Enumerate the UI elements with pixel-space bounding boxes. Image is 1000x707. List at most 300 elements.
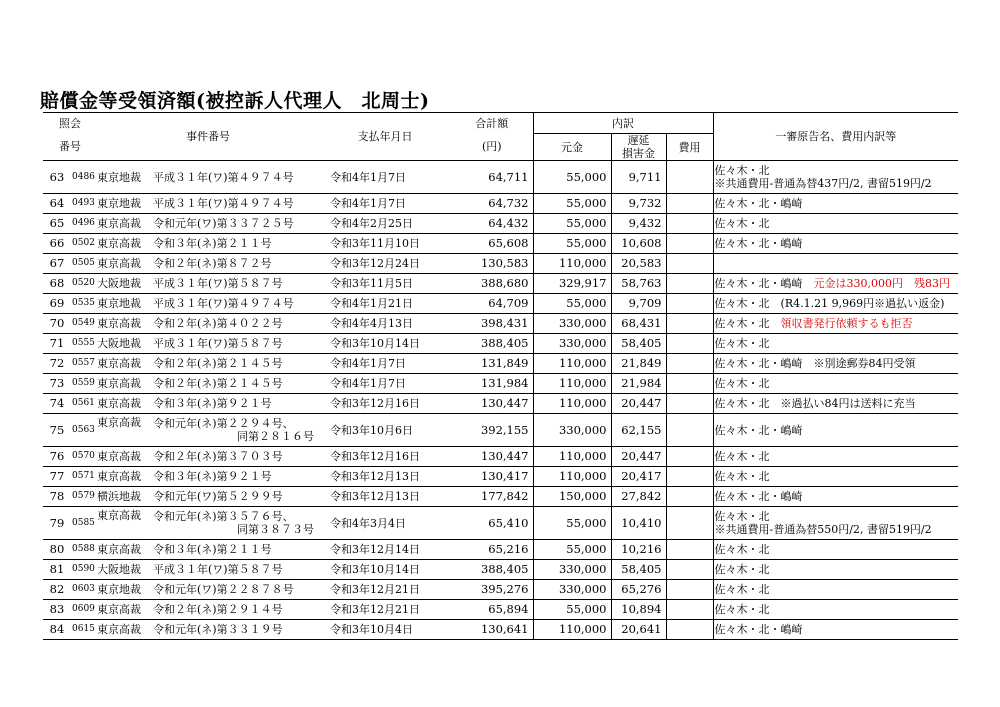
delay-damages: 9,432 [611,214,666,234]
total-amount: 395,276 [451,580,533,600]
reference-number: 0603 [71,580,97,600]
case-number: 令和元年(ネ)第３５７６号、 [153,510,294,523]
header-total-line1: 合計額 [451,113,533,134]
note-cell [713,314,958,334]
case-number: 令和２年(ネ)第３７０３号 [153,450,283,463]
case-number: 令和２年(ネ)第２１４５号 [153,377,283,390]
total-amount: 64,709 [451,294,533,314]
court-name: 東京高裁 [97,257,141,270]
case-cell [153,354,319,374]
court-cell [97,161,153,194]
court-name: 大阪地裁 [97,337,141,350]
table-row [43,314,958,334]
principal-amount: 55,000 [533,161,611,194]
costs-amount [666,214,713,234]
row-number: 80 [43,540,71,560]
total-amount: 130,447 [451,447,533,467]
costs-amount [666,254,713,274]
court-name: 横浜地裁 [97,490,141,503]
table-row [43,214,958,234]
note-cell [713,467,958,487]
reference-number: 0590 [71,560,97,580]
court-cell [97,234,153,254]
payment-date: 令和3年12月14日 [319,540,451,560]
court-cell [97,507,153,540]
reference-number: 0570 [71,447,97,467]
court-cell [97,467,153,487]
payments-table [43,112,958,640]
court-cell [97,194,153,214]
payment-date: 令和3年10月14日 [319,560,451,580]
header-ref-line2: 番号 [43,134,97,161]
header-delay [611,134,666,161]
case-number: 平成３１年(ワ)第５８７号 [153,277,283,290]
court-cell [97,487,153,507]
court-name: 東京高裁 [97,397,141,410]
note-text: 佐々木・北・嶋崎 [714,623,803,636]
delay-damages: 10,410 [611,507,666,540]
table-row [43,394,958,414]
total-amount: 65,410 [451,507,533,540]
row-number: 77 [43,467,71,487]
total-amount: 64,711 [451,161,533,194]
delay-damages: 20,447 [611,394,666,414]
case-number: 令和３年(ネ)第９２１号 [153,470,272,483]
note-text: 佐々木・北 [714,510,770,523]
principal-amount: 110,000 [533,254,611,274]
payment-date: 令和4年1月7日 [319,374,451,394]
note-text: 佐々木・北・嶋崎 [714,237,803,250]
court-name: 東京高裁 [97,217,141,230]
court-cell [97,620,153,640]
note-cell [713,274,958,294]
court-name: 東京地裁 [97,197,141,210]
reference-number: 0571 [71,467,97,487]
total-amount: 130,447 [451,394,533,414]
court-name: 東京地裁 [97,583,141,596]
court-cell [97,294,153,314]
note-text-2: ※共通費用-普通為替437円/2, 書留519円/2 [714,177,932,190]
table-row [43,414,958,447]
reference-number: 0502 [71,234,97,254]
total-amount: 388,405 [451,560,533,580]
case-number: 平成３１年(ワ)第５８７号 [153,337,283,350]
delay-damages: 58,405 [611,334,666,354]
delay-damages: 27,842 [611,487,666,507]
principal-amount: 330,000 [533,314,611,334]
principal-amount: 150,000 [533,487,611,507]
court-cell [97,414,153,447]
case-number: 令和３年(ネ)第２１１号 [153,237,272,250]
principal-amount: 110,000 [533,467,611,487]
delay-damages: 20,641 [611,620,666,640]
case-number: 令和元年(ワ)第３３７２５号 [153,217,294,230]
delay-damages: 58,763 [611,274,666,294]
case-number: 令和元年(ネ)第２２９４号、 [153,417,294,430]
table-row [43,447,958,467]
reference-number: 0493 [71,194,97,214]
table-row [43,194,958,214]
case-cell [153,161,319,194]
row-number: 68 [43,274,71,294]
delay-damages: 10,894 [611,600,666,620]
delay-damages: 10,216 [611,540,666,560]
header-date: 支払年月日 [319,113,451,161]
header-note: 一審原告名、費用内訳等 [713,113,958,161]
note-text: 佐々木・北・嶋崎 [714,197,803,210]
principal-amount: 55,000 [533,194,611,214]
reference-number: 0557 [71,354,97,374]
reference-number: 0505 [71,254,97,274]
case-number: 平成３１年(ワ)第４９７４号 [153,170,294,184]
court-name: 東京高裁 [97,470,141,483]
principal-amount: 329,917 [533,274,611,294]
case-number-2: 同第３８７３号 [237,523,314,536]
costs-amount [666,194,713,214]
row-number: 76 [43,447,71,467]
case-number: 令和３年(ネ)第９２１号 [153,397,272,410]
note-cell [713,354,958,374]
note-cell [713,540,958,560]
case-cell [153,214,319,234]
total-amount: 131,849 [451,354,533,374]
payment-date: 令和3年12月16日 [319,394,451,414]
case-number: 令和２年(ネ)第８７２号 [153,257,272,270]
payment-date: 令和3年10月6日 [319,414,451,447]
note-text: 佐々木・北・嶋崎 [714,423,803,437]
court-cell [97,600,153,620]
payment-date: 令和4年1月7日 [319,161,451,194]
payment-date: 令和3年12月24日 [319,254,451,274]
total-amount: 131,984 [451,374,533,394]
reference-number: 0563 [71,414,97,447]
court-name: 東京高裁 [97,377,141,390]
row-number: 84 [43,620,71,640]
costs-amount [666,334,713,354]
total-amount: 65,608 [451,234,533,254]
note-cell [713,294,958,314]
payment-date: 令和4年1月7日 [319,194,451,214]
note-text: 佐々木・北 [714,164,770,177]
row-number: 65 [43,214,71,234]
row-number: 67 [43,254,71,274]
payment-date: 令和4年2月25日 [319,214,451,234]
principal-amount: 110,000 [533,374,611,394]
delay-damages: 20,583 [611,254,666,274]
note-red-text: 領収書発行依頼するも拒否 [780,317,913,330]
total-amount: 388,680 [451,274,533,294]
court-name: 東京高裁 [97,317,141,330]
case-cell [153,374,319,394]
note-cell [713,620,958,640]
table-row [43,467,958,487]
principal-amount: 55,000 [533,234,611,254]
total-amount: 130,583 [451,254,533,274]
note-cell [713,600,958,620]
costs-amount [666,620,713,640]
table-row [43,274,958,294]
payment-date: 令和3年12月13日 [319,467,451,487]
note-text: 佐々木・北 [714,377,770,390]
case-cell [153,560,319,580]
note-text: 佐々木・北 [714,543,770,556]
case-number: 令和２年(ネ)第４０２２号 [153,317,283,330]
court-name: 東京高裁 [97,416,141,429]
total-amount: 392,155 [451,414,533,447]
payment-date: 令和4年4月13日 [319,314,451,334]
table-row [43,600,958,620]
reference-number: 0555 [71,334,97,354]
row-number: 78 [43,487,71,507]
table-row [43,254,958,274]
total-amount: 388,405 [451,334,533,354]
costs-amount [666,234,713,254]
total-amount: 64,732 [451,194,533,214]
delay-damages: 20,417 [611,467,666,487]
note-text: 佐々木・北 [714,450,770,463]
principal-amount: 110,000 [533,394,611,414]
reference-number: 0520 [71,274,97,294]
court-name: 東京高裁 [97,357,141,370]
principal-amount: 110,000 [533,354,611,374]
reference-number: 0585 [71,507,97,540]
row-number: 66 [43,234,71,254]
row-number: 64 [43,194,71,214]
note-text: 佐々木・北 [714,470,770,483]
table-row [43,234,958,254]
table-row [43,580,958,600]
header-total-line2: (円) [451,134,533,161]
court-cell [97,314,153,334]
case-number: 令和元年(ワ)第２２８７８号 [153,583,294,596]
court-cell [97,540,153,560]
court-name: 東京高裁 [97,603,141,616]
case-number: 令和３年(ネ)第２１１号 [153,543,272,556]
note-cell [713,214,958,234]
header-case: 事件番号 [97,113,319,161]
note-cell [713,194,958,214]
header-delay-line2: 損害金 [622,147,655,160]
note-cell [713,447,958,467]
court-cell [97,254,153,274]
page-title: 賠償金等受領済額(被控訴人代理人 北周士) [40,90,430,112]
note-red-text: 元金は330,000円 残83円 [813,277,951,290]
total-amount: 130,417 [451,467,533,487]
costs-amount [666,161,713,194]
court-name: 東京地裁 [97,170,141,184]
costs-amount [666,354,713,374]
row-number: 81 [43,560,71,580]
row-number: 70 [43,314,71,334]
principal-amount: 330,000 [533,414,611,447]
row-number: 79 [43,507,71,540]
court-name: 東京高裁 [97,623,141,636]
costs-amount [666,414,713,447]
note-cell [713,161,958,194]
principal-amount: 330,000 [533,334,611,354]
costs-amount [666,580,713,600]
note-cell [713,560,958,580]
principal-amount: 55,000 [533,507,611,540]
table-header [43,113,958,161]
case-number: 令和２年(ネ)第２９１４号 [153,603,283,616]
row-number: 74 [43,394,71,414]
table-row [43,507,958,540]
table-row [43,487,958,507]
principal-amount: 110,000 [533,620,611,640]
row-number: 72 [43,354,71,374]
costs-amount [666,294,713,314]
note-text: 佐々木・北 ※過払い84円は送料に充当 [714,397,916,410]
costs-amount [666,447,713,467]
row-number: 82 [43,580,71,600]
court-name: 東京高裁 [97,509,141,522]
note-cell [713,374,958,394]
delay-damages: 58,405 [611,560,666,580]
case-cell [153,274,319,294]
costs-amount [666,274,713,294]
court-cell [97,354,153,374]
table-row [43,374,958,394]
case-cell [153,314,319,334]
case-cell [153,507,319,540]
case-cell [153,447,319,467]
header-ref-line1: 照会 [43,113,97,134]
case-number: 令和元年(ワ)第５２９９号 [153,490,283,503]
table-row [43,161,958,194]
case-cell [153,467,319,487]
principal-amount: 55,000 [533,294,611,314]
delay-damages: 9,732 [611,194,666,214]
principal-amount: 330,000 [533,580,611,600]
case-cell [153,394,319,414]
case-number: 平成３１年(ワ)第５８７号 [153,563,283,576]
total-amount: 64,432 [451,214,533,234]
delay-damages: 9,709 [611,294,666,314]
total-amount: 65,216 [451,540,533,560]
row-number: 69 [43,294,71,314]
costs-amount [666,507,713,540]
case-cell [153,620,319,640]
table-body [43,161,958,640]
row-number: 75 [43,414,71,447]
note-text: 佐々木・北・嶋崎 ※別途郵券84円受領 [714,357,916,370]
note-text: 佐々木・北 [714,337,770,350]
case-number: 令和２年(ネ)第２１４５号 [153,357,283,370]
case-cell [153,487,319,507]
note-cell [713,487,958,507]
payment-date: 令和3年12月13日 [319,487,451,507]
court-cell [97,374,153,394]
court-name: 大阪地裁 [97,563,141,576]
note-cell [713,414,958,447]
payment-date: 令和3年11月10日 [319,234,451,254]
delay-damages: 21,984 [611,374,666,394]
note-text: 佐々木・北 [714,217,770,230]
principal-amount: 55,000 [533,600,611,620]
reference-number: 0588 [71,540,97,560]
payment-date: 令和3年10月4日 [319,620,451,640]
note-text: 佐々木・北 [714,563,770,576]
reference-number: 0535 [71,294,97,314]
total-amount: 65,894 [451,600,533,620]
table-row [43,620,958,640]
header-breakdown: 内訳 [533,113,713,134]
costs-amount [666,467,713,487]
court-name: 東京地裁 [97,297,141,310]
note-text: 佐々木・北 [714,317,770,330]
costs-amount [666,374,713,394]
reference-number: 0579 [71,487,97,507]
note-cell [713,507,958,540]
row-number: 63 [43,161,71,194]
case-number: 平成３１年(ワ)第４９７４号 [153,197,294,210]
costs-amount [666,540,713,560]
note-text-2: ※共通費用-普通為替550円/2, 書留519円/2 [714,523,932,536]
principal-amount: 110,000 [533,447,611,467]
payment-date: 令和3年11月5日 [319,274,451,294]
case-cell [153,194,319,214]
note-cell [713,334,958,354]
total-amount: 398,431 [451,314,533,334]
note-cell [713,580,958,600]
case-number-2: 同第２８１６号 [237,430,314,443]
court-cell [97,580,153,600]
reference-number: 0496 [71,214,97,234]
header-principal: 元金 [533,134,611,161]
reference-number: 0486 [71,161,97,194]
costs-amount [666,600,713,620]
delay-damages: 21,849 [611,354,666,374]
case-cell [153,414,319,447]
case-cell [153,580,319,600]
case-cell [153,254,319,274]
payment-date: 令和4年1月7日 [319,354,451,374]
row-number: 73 [43,374,71,394]
note-text: 佐々木・北・嶋崎 [714,490,803,503]
delay-damages: 20,447 [611,447,666,467]
court-cell [97,274,153,294]
case-number: 令和元年(ネ)第３３１９号 [153,623,283,636]
court-name: 東京高裁 [97,450,141,463]
reference-number: 0561 [71,394,97,414]
total-amount: 130,641 [451,620,533,640]
delay-damages: 9,711 [611,161,666,194]
principal-amount: 55,000 [533,214,611,234]
delay-damages: 62,155 [611,414,666,447]
case-cell [153,540,319,560]
header-costs: 費用 [666,134,713,161]
delay-damages: 68,431 [611,314,666,334]
note-text: 佐々木・北 [714,603,770,616]
principal-amount: 55,000 [533,540,611,560]
note-text: 佐々木・北 [714,583,770,596]
payment-date: 令和3年10月14日 [319,334,451,354]
court-name: 東京高裁 [97,237,141,250]
court-cell [97,447,153,467]
note-cell [713,254,958,274]
delay-damages: 65,276 [611,580,666,600]
note-cell [713,234,958,254]
court-cell [97,334,153,354]
case-cell [153,600,319,620]
header-delay-line1: 遅延 [627,134,650,147]
table-row [43,354,958,374]
note-text: 佐々木・北・嶋崎 [714,277,803,290]
court-name: 大阪地裁 [97,277,141,290]
case-cell [153,334,319,354]
table-row [43,334,958,354]
